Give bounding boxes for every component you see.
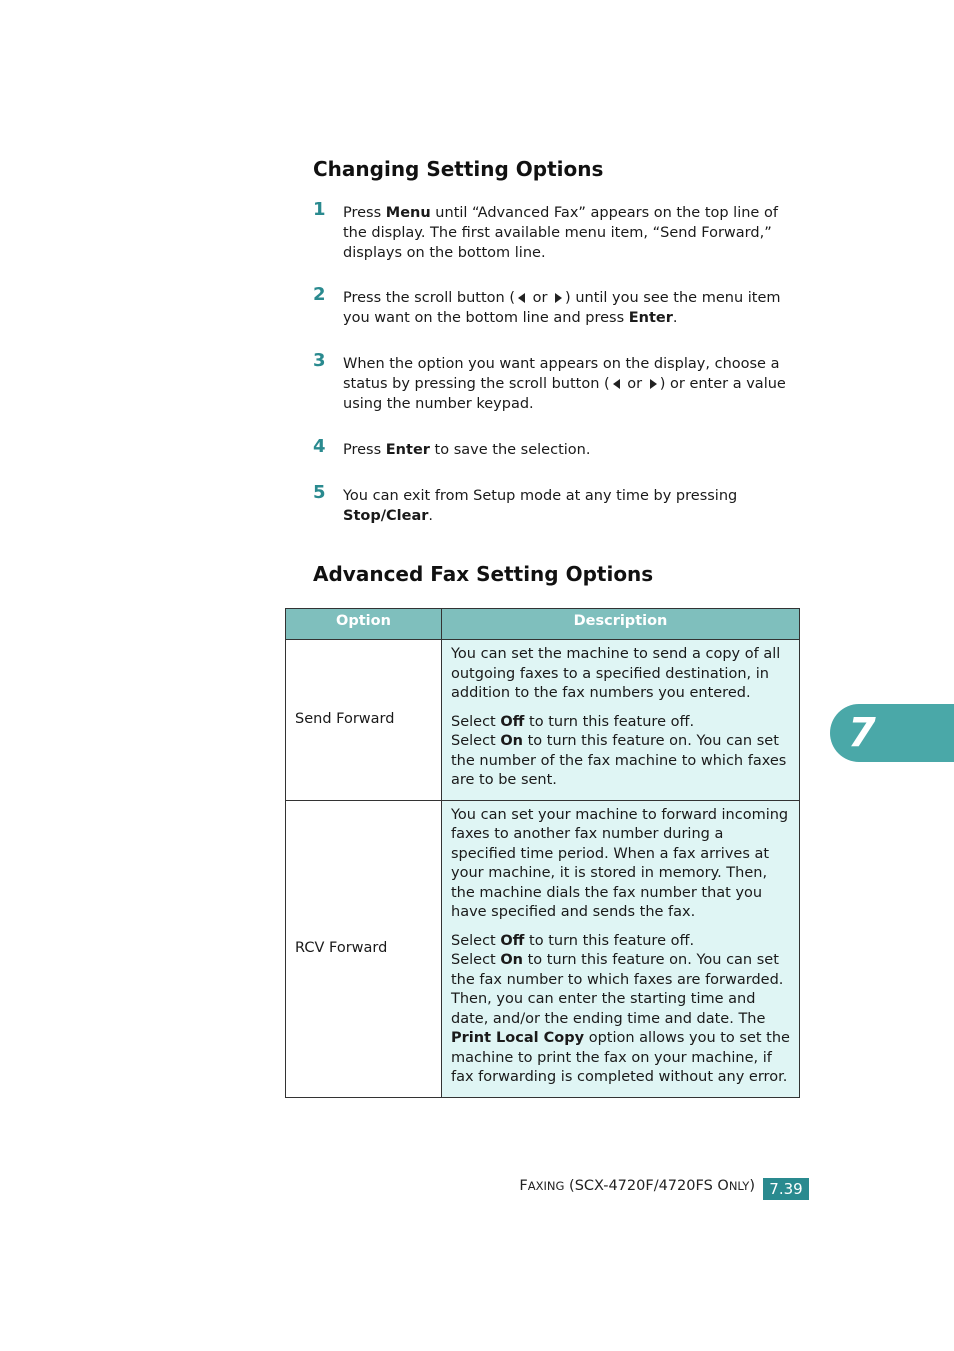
step-number: 3 (313, 350, 326, 371)
step-text: Press Enter to save the selection. (343, 442, 591, 458)
table-row (286, 800, 800, 1097)
chapter-tab (830, 704, 954, 762)
step-number: 1 (313, 199, 326, 220)
chapter-number: 7 (848, 710, 876, 756)
step-text: You can exit from Setup mode at any time by pressing Stop/Clear. (343, 488, 738, 524)
scroll-right-icon (650, 379, 657, 389)
option-description: You can set your machine to forward incoming faxes to another fax number during a specified time period. When a fax arrives at your machine, it is stored in memory. Then, the machine dials the fax number that you have specified and sends the fax. Select Off to turn this feature off. Select On to turn this feature on. You can set the fax number to which faxes are forwarded. Then, you can enter the starting time and date, and/or the ending time and date. The Print Local Copy option allows you to set the machine to print the fax on your machine, if fax forwarding is completed without any error. (442, 800, 800, 1097)
option-name: Send Forward (286, 640, 442, 801)
option-description: You can set the machine to send a copy of all outgoing faxes to a specified destination, in addition to the fax numbers you entered. Select Off to turn this feature off. Select On to turn this feature on. You can set the number of the fax machine to which faxes are to be sent. (442, 640, 800, 801)
table-row (286, 640, 800, 801)
scroll-right-icon (555, 293, 562, 303)
step-number: 2 (313, 284, 326, 305)
table-header-row (286, 609, 800, 640)
page-footer-title: FAXING (SCX-4720F/4720FS ONLY) (519, 1178, 755, 1194)
step-text: Press the scroll button ( or ) until you see the menu item you want on the bottom line and press Enter. (343, 290, 781, 326)
page-number: 7.39 (763, 1178, 809, 1200)
scroll-left-icon (518, 293, 525, 303)
scroll-left-icon (613, 379, 620, 389)
step-number: 4 (313, 436, 326, 457)
options-table (285, 608, 800, 1098)
step-text: When the option you want appears on the display, choose a status by pressing the scroll button ( or ) or enter a value using the number keypad. (343, 356, 786, 412)
column-header-option: Option (286, 609, 442, 640)
step-text: Press Menu until “Advanced Fax” appears on the top line of the display. The first available menu item, “Send Forward,” displays on the bottom line. (343, 205, 778, 261)
option-name: RCV Forward (286, 800, 442, 1097)
step-number: 5 (313, 482, 326, 503)
column-header-description: Description (442, 609, 800, 640)
section-title-changing: Changing Setting Options (313, 157, 604, 181)
section-title-advanced: Advanced Fax Setting Options (313, 562, 654, 586)
